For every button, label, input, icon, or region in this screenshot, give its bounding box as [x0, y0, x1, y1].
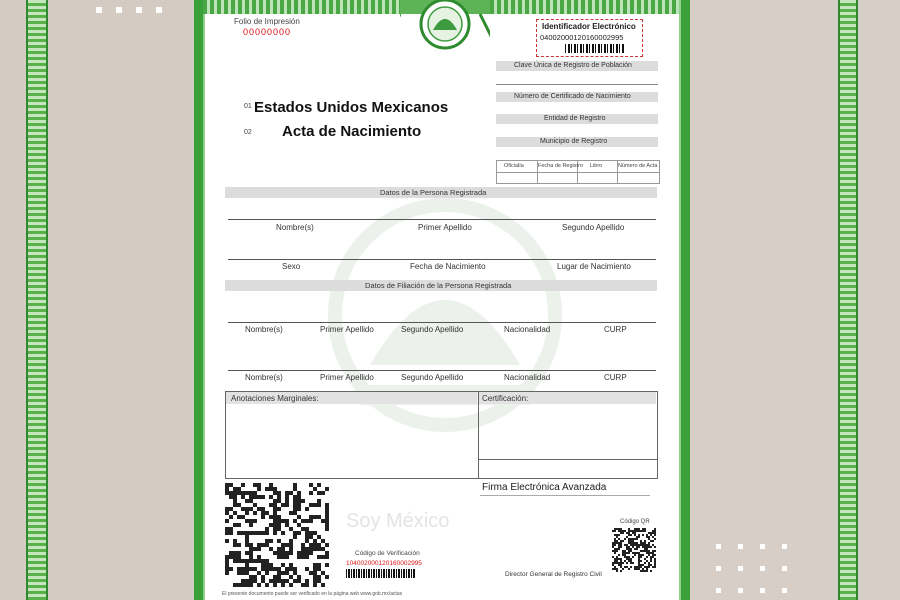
left-green-frame — [26, 0, 48, 600]
signature-label: Firma Electrónica Avanzada — [482, 482, 607, 493]
table-header-book: Libro — [590, 163, 603, 169]
field-sex: Sexo — [282, 262, 301, 271]
parent1-curp: CURP — [604, 325, 627, 334]
field-given-names: Nombre(s) — [276, 223, 314, 232]
inner-border-right — [679, 0, 681, 600]
certification-box — [478, 391, 658, 479]
parent1-nationality: Nacionalidad — [504, 325, 551, 334]
entity-label: Entidad de Registro — [544, 115, 606, 122]
field-birth-place: Lugar de Nacimiento — [557, 262, 631, 271]
decorative-dots-top — [96, 0, 176, 6]
table-header-office: Oficialía — [504, 163, 524, 169]
curp-field-line — [496, 84, 658, 85]
country-number: 01 — [244, 103, 252, 110]
watermark-text: Soy México — [346, 510, 450, 532]
curp-field-label: Clave Única de Registro de Población — [514, 62, 632, 69]
national-seal-icon — [400, 0, 490, 55]
right-green-frame — [838, 0, 858, 600]
country-name: Estados Unidos Mexicanos — [254, 99, 449, 116]
folio-label: Folio de Impresión — [234, 17, 300, 26]
field-first-surname: Primer Apellido — [418, 223, 472, 232]
parent2-first-surname: Primer Apellido — [320, 373, 374, 382]
section1-title: Datos de la Persona Registrada — [380, 188, 487, 197]
table-header-act: Número de Acta — [618, 163, 658, 169]
annotations-box — [225, 391, 479, 479]
verification-qr — [225, 483, 331, 587]
field-second-surname: Segundo Apellido — [562, 223, 625, 232]
footer-note: El presente documento puede ser verificado en la página web www.gob.mx/actas — [222, 591, 403, 597]
parent1-second-surname: Segundo Apellido — [401, 325, 464, 334]
parent2-line — [228, 370, 656, 371]
document-title: Acta de Nacimiento — [282, 123, 422, 140]
decorative-dots-bottom — [716, 540, 806, 600]
inner-border-left — [203, 0, 205, 600]
row2-line — [228, 259, 656, 260]
qr-label: Código QR — [620, 519, 650, 525]
field-birth-date: Fecha de Nacimiento — [410, 262, 486, 271]
annotations-label: Anotaciones Marginales: — [231, 394, 319, 403]
id-barcode — [565, 44, 625, 53]
certification-label: Certificación: — [482, 394, 529, 403]
municipality-label: Municipio de Registro — [540, 138, 608, 145]
parent2-nationality: Nacionalidad — [504, 373, 551, 382]
verification-value: 104002000120160002995 — [346, 560, 422, 567]
electronic-id-value: 04002000120160002995 — [540, 33, 624, 42]
background-right — [690, 0, 900, 600]
cert-number-label: Número de Certificado de Nacimiento — [514, 93, 631, 100]
small-qr — [612, 528, 656, 572]
electronic-id-label: Identificador Electrónico — [542, 22, 636, 31]
director-label: Director General de Registro Civil — [505, 571, 602, 578]
row1-line — [228, 219, 656, 220]
section2-title: Datos de Filiación de la Persona Registrada — [365, 281, 512, 290]
signature-line — [480, 495, 650, 496]
parent1-given-names: Nombre(s) — [245, 325, 283, 334]
parent2-second-surname: Segundo Apellido — [401, 373, 464, 382]
parent2-given-names: Nombre(s) — [245, 373, 283, 382]
verification-label: Código de Verificación — [355, 550, 420, 557]
parent1-line — [228, 322, 656, 323]
parent1-first-surname: Primer Apellido — [320, 325, 374, 334]
folio-value: 00000000 — [243, 27, 292, 37]
verification-barcode — [346, 569, 416, 578]
parent2-curp: CURP — [604, 373, 627, 382]
title-number: 02 — [244, 129, 252, 136]
certification-divider — [478, 459, 657, 460]
table-header-date: Fecha de Registro — [538, 163, 583, 169]
